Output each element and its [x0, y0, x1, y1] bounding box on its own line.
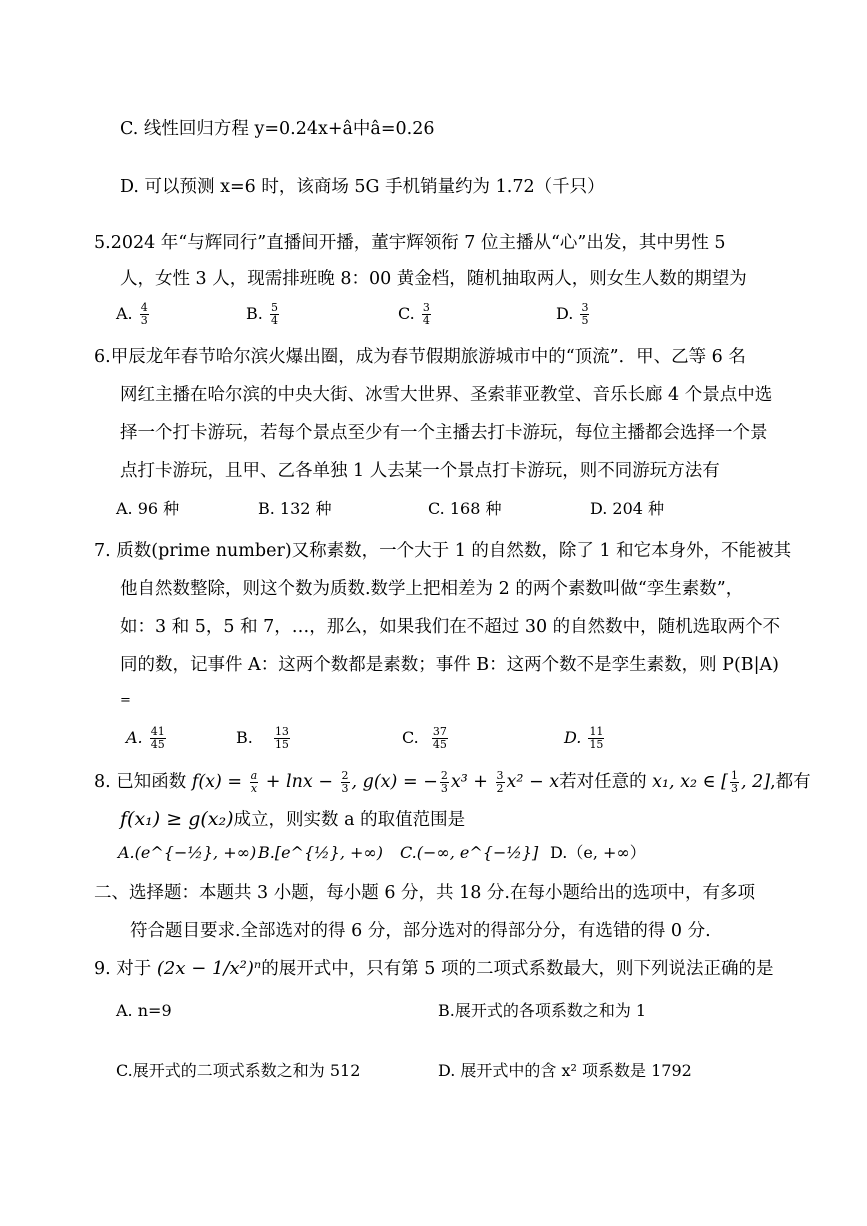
q5-line-2: 人，女性 3 人，现需排班晚 8：00 黄金档，随机抽取两人，则女生人数的期望为 — [120, 269, 747, 289]
q4-option-d: D. 可以预测 x=6 时，该商场 5G 手机销量约为 1.72（千只） — [120, 177, 605, 197]
q9-option-b: B.展开式的各项系数之和为 1 — [438, 1001, 647, 1020]
q9-option-d: D. 展开式中的含 x² 项系数是 1792 — [438, 1061, 692, 1080]
q7-option-c: C. $\frac{37}{45}$ — [402, 725, 447, 751]
q7-option-b: B. $\frac{13}{15}$ — [236, 725, 289, 751]
q6-line-3: 择一个打卡游玩，若每个景点至少有一个主播去打卡游玩，每位主播都会选择一个景 — [120, 423, 768, 443]
q9-option-c: C.展开式的二项式系数之和为 512 — [116, 1061, 361, 1080]
section2-heading-line-1: 二、选择题：本题共 3 小题，每小题 6 分，共 18 分.在每小题给出的选项中，有多项 — [94, 883, 755, 903]
q8-line-1: 8. 已知函数 f(x) = $\frac{a}{x}$ + lnx − $\frac{2}{3}$ , g(x) = − $\frac{2}{3}$ x³ + $\frac{3}{2}$ x² − x若对任意的 x₁, x₂ ∈ [ $\frac{1}{3}$ , 2],都有 — [94, 769, 811, 795]
q7-option-d-fraction: $\frac{11}{15}$ — [589, 725, 604, 751]
q9-stem: 9. 对于 (2x − 1/x²)ⁿ的展开式中，只有第 5 项的二项式系数最大，则下列说法正确的是 — [94, 958, 774, 979]
q7-option-b-fraction: $\frac{13}{15}$ — [274, 725, 289, 751]
q6-line-4: 点打卡游玩，且甲、乙各单独 1 人去某一个景点打卡游玩，则不同游玩方法有 — [120, 461, 720, 481]
q7-line-4: 同的数，记事件 A：这两个数都是素数；事件 B：这两个数不是孪生素数，则 P(B|A) — [120, 655, 780, 675]
q5-option-c: C. $\frac{3}{4}$ — [398, 301, 430, 327]
q8-frac-g1: $\frac{2}{3}$ — [440, 769, 448, 795]
q8-option-a: A.(e^{−½}, +∞) — [118, 843, 257, 862]
q7-option-a: A. $\frac{41}{45}$ — [126, 725, 165, 751]
q8-line-2: f(x₁) ≥ g(x₂)成立，则实数 a 的取值范围是 — [120, 808, 466, 830]
q6-option-d: D. 204 种 — [590, 499, 665, 518]
q8-frac-g2: $\frac{3}{2}$ — [496, 769, 504, 795]
q4-option-c: C. 线性回归方程 y=0.24x+â中â=0.26 — [120, 119, 435, 139]
q8-frac-interval: $\frac{1}{3}$ — [730, 769, 738, 795]
q8-option-c: C.(−∞, e^{−½}] — [400, 843, 539, 862]
q5-option-a: A. $\frac{4}{3}$ — [116, 301, 148, 327]
q5-line-1: 5.2024 年“与辉同行”直播间开播，董宇辉领衔 7 位主播从“心”出发，其中男性 5 — [94, 233, 726, 253]
q5-option-c-fraction: $\frac{3}{4}$ — [422, 301, 430, 327]
q7-option-c-fraction: $\frac{37}{45}$ — [432, 725, 447, 751]
q7-line-2: 他自然数整除，则这个数为质数.数学上把相差为 2 的两个素数叫做“孪生素数”， — [120, 579, 744, 599]
q6-option-a: A. 96 种 — [116, 499, 180, 518]
q5-option-a-fraction: $\frac{4}{3}$ — [140, 301, 148, 327]
q5-option-d: D. $\frac{3}{5}$ — [556, 301, 589, 327]
q8-frac-a-over-x: $\frac{a}{x}$ — [250, 769, 258, 795]
q8-option-b: B.[e^{½}, +∞) — [258, 843, 383, 862]
q7-line-3: 如：3 和 5，5 和 7，…，那么，如果我们在不超过 30 的自然数中，随机选取两个不 — [120, 617, 781, 637]
q6-line-1: 6.甲辰龙年春节哈尔滨火爆出圈，成为春节假期旅游城市中的“顶流”．甲、乙等 6 名 — [94, 347, 746, 367]
q5-option-d-fraction: $\frac{3}{5}$ — [581, 301, 589, 327]
q7-line-1: 7. 质数(prime number)又称素数，一个大于 1 的自然数，除了 1 和它本身外，不能被其 — [94, 541, 792, 561]
q6-option-c: C. 168 种 — [428, 499, 502, 518]
q8-frac-2-3: $\frac{2}{3}$ — [341, 769, 349, 795]
q6-line-2: 网红主播在哈尔滨的中央大街、冰雪大世界、圣索菲亚教堂、音乐长廊 4 个景点中选 — [120, 385, 773, 405]
q5-option-b: B. $\frac{5}{4}$ — [246, 301, 278, 327]
q9-option-a: A. n=9 — [116, 1001, 172, 1020]
q6-option-b: B. 132 种 — [258, 499, 332, 518]
q5-option-b-fraction: $\frac{5}{4}$ — [270, 301, 278, 327]
q9-expression: (2x − 1/x²)ⁿ — [156, 958, 262, 979]
q8-option-d: D.（e, +∞） — [550, 843, 646, 862]
q7-option-d: D. $\frac{11}{15}$ — [564, 725, 604, 751]
section2-heading-line-2: 符合题目要求.全部选对的得 6 分，部分选对的得部分分，有选错的得 0 分. — [130, 921, 711, 941]
q7-option-a-fraction: $\frac{41}{45}$ — [150, 725, 165, 751]
q7-line-5: = — [120, 693, 131, 708]
